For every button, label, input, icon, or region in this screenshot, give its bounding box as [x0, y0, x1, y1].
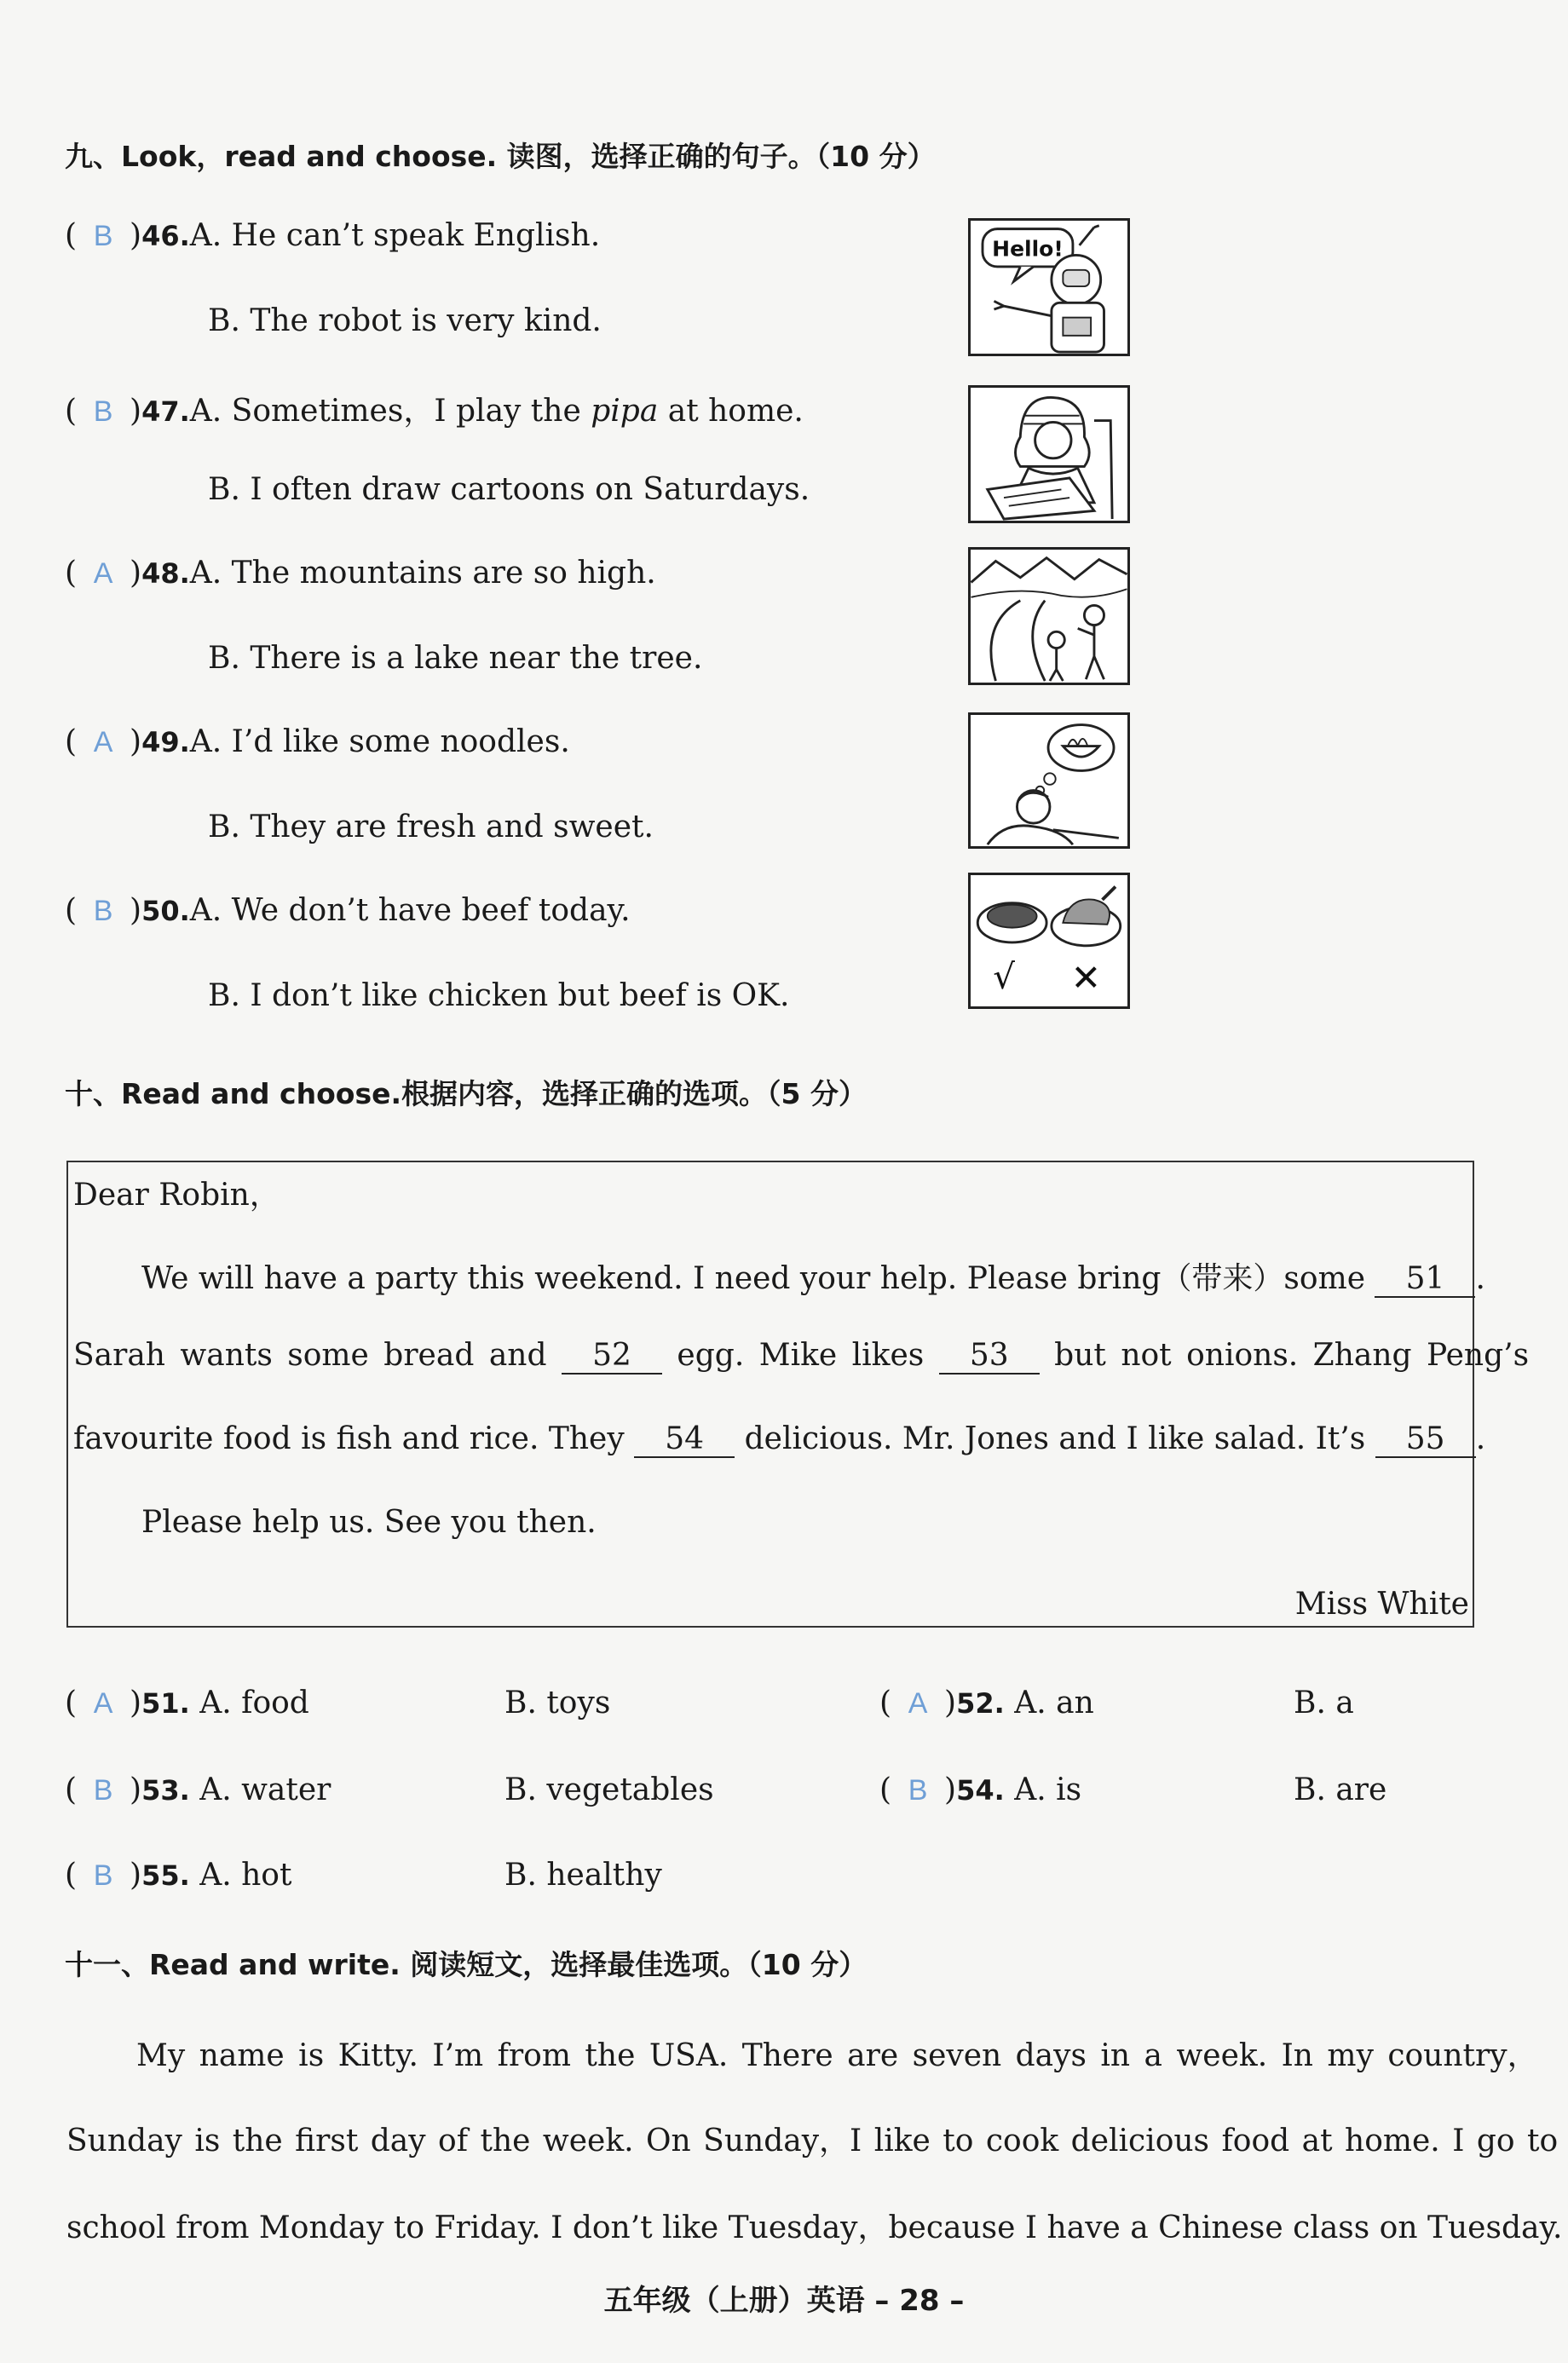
- question-number-47: 47.: [141, 395, 190, 428]
- answer-50: B: [93, 895, 113, 927]
- option-47-b: B. I often draw cartoons on Saturdays.: [208, 472, 810, 507]
- robot-hello-icon: [968, 218, 1130, 356]
- section-9-title: 九、Look，read and choose. 读图，选择正确的句子。（10 分）: [65, 140, 936, 173]
- question-number-48: 48.: [141, 557, 190, 590]
- option-48-b: B. There is a lake near the tree.: [208, 641, 703, 676]
- letter-line-3: favourite food is fish and rice. They 54 delicious. Mr. Jones and I like salad. It’s 55 .: [73, 1421, 1486, 1456]
- question-49: ( A )49.A. I’d like some noodles.: [65, 724, 570, 759]
- letter-greeting: Dear Robin，: [73, 1178, 280, 1213]
- letter-line-4: Please help us. See you then.: [141, 1505, 597, 1540]
- question-number-49: 49.: [141, 726, 190, 758]
- cross-mark-icon: ✕: [1070, 956, 1102, 999]
- page-footer: 五年级（上册）英语 – 28 –: [603, 2284, 965, 2318]
- question-55: ( B )55. A. hot: [65, 1858, 292, 1893]
- passage-line-1: My name is Kitty. I’m from the USA. There are seven days in a week. In my country，: [136, 2038, 1538, 2073]
- answer-46: B: [93, 220, 113, 252]
- blank-55: 55: [1375, 1421, 1476, 1458]
- passage-line-2: Sunday is the first day of the week. On Sunday，I like to cook delicious food at home. I go to: [66, 2124, 1559, 2158]
- answer-53: B: [93, 1774, 113, 1807]
- blank-51: 51: [1375, 1261, 1475, 1298]
- answer-48: A: [93, 557, 113, 590]
- question-47: ( B )47.A. Sometimes，I play the pipa at home.: [65, 394, 804, 429]
- answer-49: A: [93, 726, 113, 758]
- option-54-b: B. are: [1294, 1772, 1387, 1807]
- answer-47: B: [93, 395, 113, 428]
- speech-bubble-text: Hello!: [992, 236, 1064, 262]
- beef-chicken-icon: [968, 873, 1130, 1009]
- question-52: ( A )52. A. an: [879, 1686, 1094, 1720]
- answer-51: A: [93, 1687, 113, 1720]
- option-47-a-pipa: pipa: [591, 394, 659, 429]
- letter-box: [66, 1161, 1485, 1628]
- question-51: ( A )51. A. food: [65, 1686, 309, 1720]
- option-47-a-post: at home.: [658, 394, 804, 429]
- question-46: ( B )46.A. He can’t speak English.: [65, 218, 601, 253]
- blank-53: 53: [939, 1338, 1040, 1375]
- question-53: ( B )53. A. water: [65, 1772, 331, 1807]
- passage-line-3: school from Monday to Friday. I don’t like Tuesday，because I have a Chinese class on Tuesday.: [66, 2210, 1563, 2245]
- blank-52: 52: [562, 1338, 662, 1375]
- letter-line-2: Sarah wants some bread and 52 egg. Mike likes 53 but not onions. Zhang Peng’s: [73, 1338, 1530, 1373]
- mountain-hikers-icon: [968, 547, 1130, 685]
- option-46-b: B. The robot is very kind.: [208, 303, 602, 338]
- letter-line-1: We will have a party this weekend. I need your help. Please bring（带来）some 51 .: [141, 1261, 1485, 1296]
- option-53-b: B. vegetables: [504, 1772, 714, 1807]
- answer-55: B: [93, 1859, 113, 1892]
- blank-54: 54: [634, 1421, 735, 1458]
- option-52-b: B. a: [1294, 1686, 1354, 1720]
- question-48: ( A )48.A. The mountains are so high.: [65, 556, 656, 591]
- option-47-a-pre: A. Sometimes，I play the: [189, 394, 591, 429]
- answer-54: B: [908, 1774, 928, 1807]
- boy-thinking-noodles-icon: [968, 712, 1130, 849]
- question-54: ( B )54. A. is: [879, 1772, 1082, 1807]
- option-48-a: A. The mountains are so high.: [189, 556, 656, 591]
- section-11-title: 十一、Read and write. 阅读短文，选择最佳选项。（10 分）: [65, 1948, 868, 1981]
- question-number-50: 50.: [141, 895, 190, 927]
- question-50: ( B )50.A. We don’t have beef today.: [65, 893, 631, 928]
- option-46-a: A. He can’t speak English.: [189, 218, 601, 253]
- check-mark-icon: √: [993, 955, 1015, 997]
- answer-52: A: [908, 1687, 928, 1720]
- letter-signature: Miss White: [1294, 1587, 1469, 1622]
- question-number-46: 46.: [141, 220, 190, 252]
- option-55-b: B. healthy: [504, 1858, 662, 1893]
- option-50-a: A. We don’t have beef today.: [189, 893, 631, 928]
- section-10-title: 十、Read and choose.根据内容，选择正确的选项。（5 分）: [65, 1077, 867, 1110]
- option-49-a: A. I’d like some noodles.: [189, 724, 570, 759]
- option-51-b: B. toys: [504, 1686, 611, 1720]
- option-50-b: B. I don’t like chicken but beef is OK.: [208, 978, 790, 1013]
- girl-drawing-icon: [968, 385, 1130, 523]
- option-49-b: B. They are fresh and sweet.: [208, 810, 654, 844]
